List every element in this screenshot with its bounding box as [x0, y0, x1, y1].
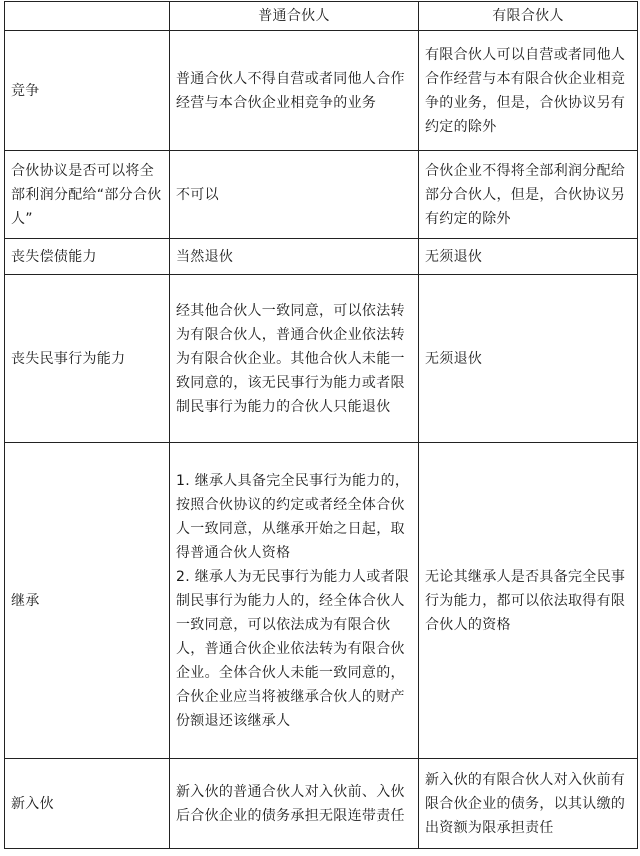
cell-text: 当然退伙 [176, 248, 234, 265]
limited-cell [419, 31, 638, 151]
table-row-new-partner [5, 759, 638, 849]
general-cell [170, 31, 419, 151]
table-row-competition [5, 31, 638, 151]
table-row-inheritance [5, 443, 638, 759]
cell-text: 普通合伙人不得自营或者同他人合作经营与本合伙企业相竞争的业务 [176, 70, 405, 111]
row-label: 合伙协议是否可以将全部利润分配给“部分合伙人” [5, 151, 170, 239]
limited-cell [419, 759, 638, 849]
general-cell [170, 239, 419, 275]
cell-text: 新入伙的有限合伙人对入伙前有限合伙企业的债务，以其认缴的出资额为限承担责任 [425, 771, 626, 836]
limited-cell [419, 275, 638, 443]
header-limited-partner: 有限合伙人 [419, 2, 638, 31]
header-general-partner: 普通合伙人 [170, 2, 419, 31]
cell-text-item-1: 1. 继承人具备完全民事行为能力的，按照合伙协议的约定或者经全体合伙人一致同意，从继承开始之日起，取得普通合伙人资格 [176, 472, 410, 561]
header-row [5, 2, 638, 31]
cell-text: 不可以 [176, 186, 219, 203]
cell-text: 无须退伙 [425, 248, 483, 265]
cell-text: 有限合伙人可以自营或者同他人合作经营与本有限合伙企业相竞争的业务，但是，合伙协议另有约定的除外 [425, 46, 626, 135]
table-row-insolvency [5, 239, 638, 275]
table-row-incapacity [5, 275, 638, 443]
row-label: 新入伙 [5, 759, 170, 849]
row-label: 竞争 [5, 31, 170, 151]
general-cell [170, 443, 419, 759]
header-item [5, 2, 170, 31]
row-label: 丧失偿债能力 [5, 239, 170, 275]
row-label: 丧失民事行为能力 [5, 275, 170, 443]
row-label: 继承 [5, 443, 170, 759]
limited-cell [419, 443, 638, 759]
general-cell [170, 151, 419, 239]
general-cell [170, 275, 419, 443]
limited-cell [419, 239, 638, 275]
cell-text: 新入伙的普通合伙人对入伙前、入伙后合伙企业的债务承担无限连带责任 [176, 783, 405, 824]
cell-text: 合伙企业不得将全部利润分配给部分合伙人，但是，合伙协议另有约定的除外 [425, 162, 626, 227]
comparison-table [4, 1, 638, 849]
cell-text: 无须退伙 [425, 350, 483, 367]
general-cell [170, 759, 419, 849]
cell-text: 经其他合伙人一致同意，可以依法转为有限合伙人，普通合伙企业依法转为有限合伙企业。其他合伙人未能一致同意的，该无民事行为能力或者限制民事行为能力的合伙人只能退伙 [176, 302, 405, 415]
table-row-profit-distribution [5, 151, 638, 239]
limited-cell [419, 151, 638, 239]
cell-text-item-2: 2. 继承人为无民事行为能力人或者限制民事行为能力人的，经全体合伙人一致同意，可以依法成为有限合伙人，普通合伙企业依法转为有限合伙企业。全体合伙人未能一致同意的，合伙企业应当将被继承合伙人的财产份额退还该继承人 [176, 568, 410, 729]
cell-text: 无论其继承人是否具备完全民事行为能力，都可以依法取得有限合伙人的资格 [425, 568, 626, 633]
